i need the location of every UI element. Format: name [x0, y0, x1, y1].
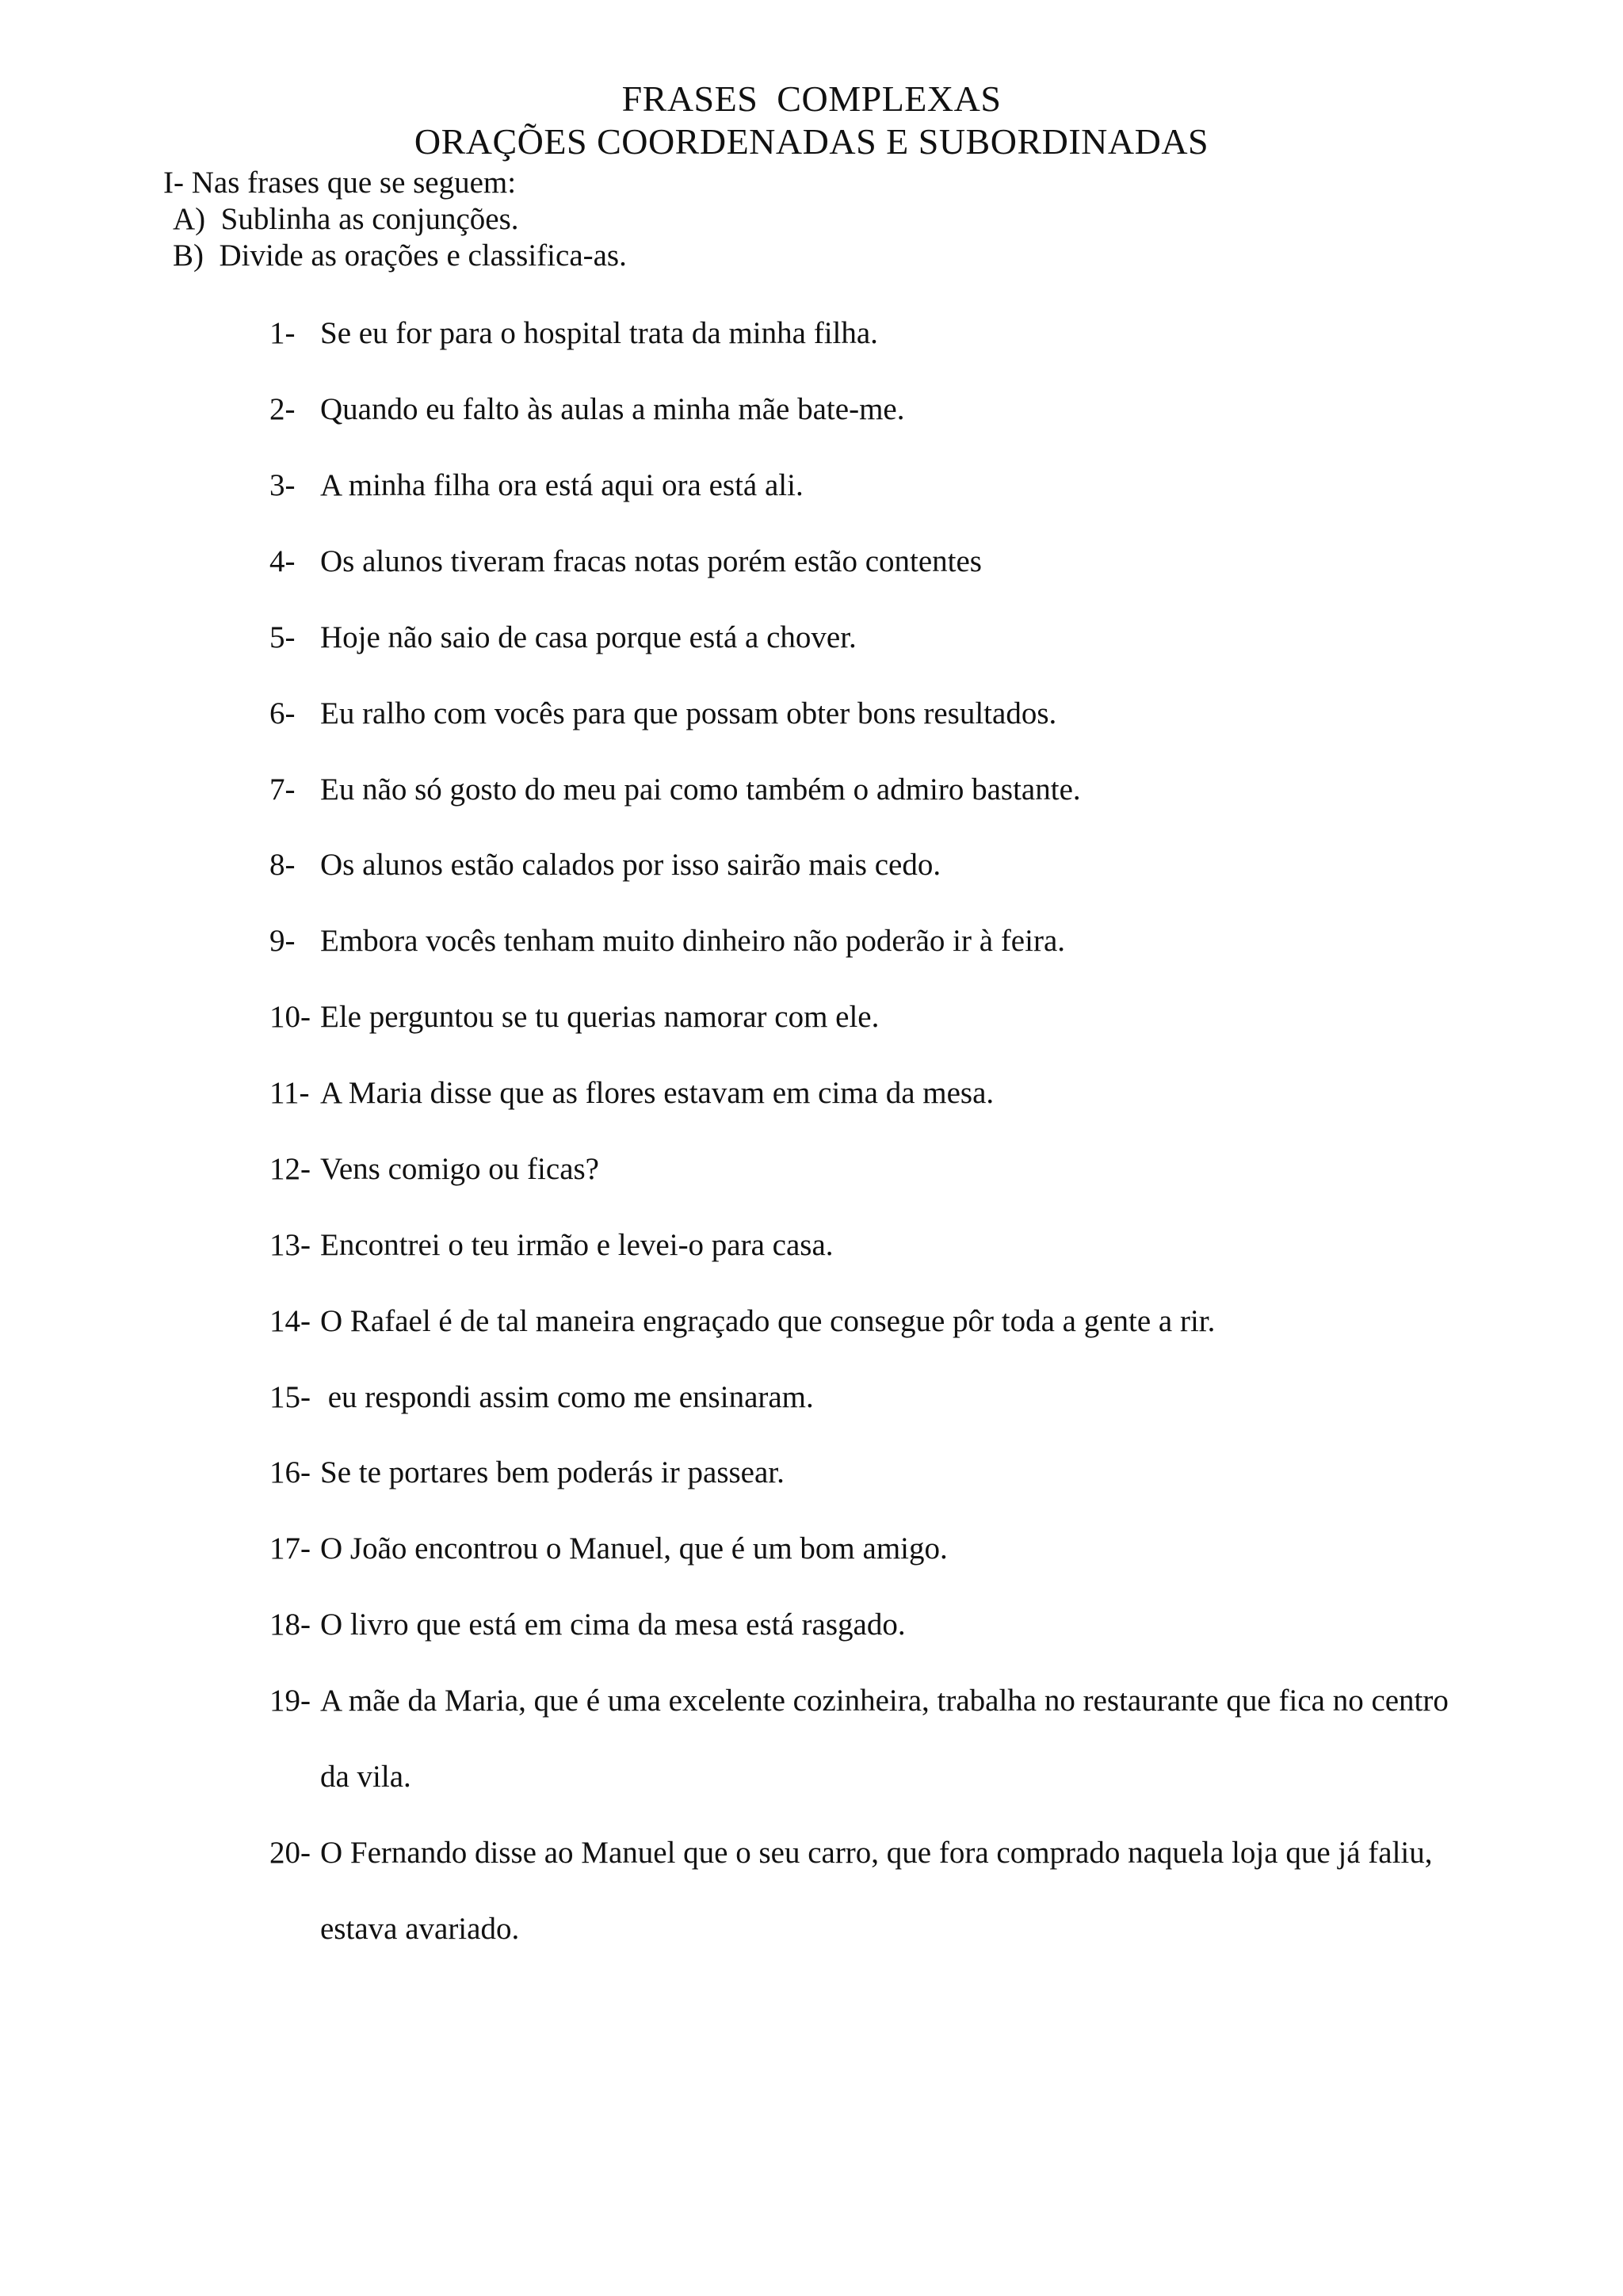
instruction-a: A) Sublinha as conjunções. [173, 202, 519, 236]
item-text: Se te portares bem poderás ir passear. [320, 1455, 785, 1489]
exercise-item-19 [269, 1683, 1449, 1719]
item-text: A mãe da Maria, que é uma excelente cozinheira, trabalha no restaurante que fica no centro [320, 1684, 1449, 1718]
item-text: Hoje não saio de casa porque está a chover. [320, 620, 857, 654]
item-number: 1- [269, 316, 296, 350]
item-number: 18- [269, 1608, 311, 1642]
item-number: 10- [269, 1000, 311, 1034]
exercise-item-5 [269, 620, 857, 656]
item-number: 6- [269, 696, 296, 730]
exercise-item-10 [269, 999, 879, 1035]
title-line-2: ORAÇÕES COORDENADAS E SUBORDINADAS [414, 121, 1209, 162]
item-number: 5- [269, 620, 296, 654]
exercise-item-1 [269, 315, 878, 352]
instruction-b: B) Divide as orações e classifica-as. [173, 238, 627, 273]
item-number: 20- [269, 1836, 311, 1870]
item-text: O livro que está em cima da mesa está rasgado. [320, 1608, 906, 1642]
item-number: 4- [269, 544, 296, 578]
item-text: Ele perguntou se tu querias namorar com ele. [320, 1000, 880, 1034]
item-text: O Rafael é de tal maneira engraçado que consegue pôr toda a gente a rir. [320, 1304, 1216, 1338]
item-text: Quando eu falto às aulas a minha mãe bate-me. [320, 392, 905, 426]
item-text: Encontrei o teu irmão e levei-o para casa. [320, 1228, 834, 1262]
item-number: 3- [269, 468, 296, 502]
exercise-item-15 [269, 1379, 814, 1416]
exercise-item-20 [269, 1835, 1433, 1871]
item-text: Os alunos estão calados por isso sairão mais cedo. [320, 848, 941, 882]
item-text: A Maria disse que as flores estavam em cima da mesa. [320, 1076, 995, 1110]
item-text: Os alunos tiveram fracas notas porém estão contentes [320, 544, 982, 578]
exercise-item-17 [269, 1531, 948, 1567]
item-text: O João encontrou o Manuel, que é um bom amigo. [320, 1531, 948, 1566]
item-number: 2- [269, 392, 296, 426]
exercise-item-9 [269, 923, 1065, 959]
item-text: Eu não só gosto do meu pai como também o admiro bastante. [320, 772, 1081, 807]
item-number: 15- [269, 1380, 311, 1414]
item-text: Eu ralho com vocês para que possam obter bons resultados. [320, 696, 1057, 730]
item-text: Embora vocês tenham muito dinheiro não poderão ir à feira. [320, 924, 1065, 958]
item-number: 12- [269, 1152, 311, 1186]
item-number: 9- [269, 924, 296, 958]
item-number: 19- [269, 1684, 311, 1718]
exercise-item-19-continuation: da vila. [320, 1760, 411, 1794]
exercise-item-3 [269, 467, 804, 504]
item-number: 14- [269, 1304, 311, 1338]
exercise-item-12 [269, 1151, 599, 1188]
exercise-item-14 [269, 1303, 1215, 1340]
item-text: Se eu for para o hospital trata da minha filha. [320, 316, 878, 350]
item-text: Vens comigo ou ficas? [320, 1152, 599, 1186]
item-text: A minha filha ora está aqui ora está ali. [320, 468, 804, 502]
exercise-item-7 [269, 772, 1081, 808]
item-number: 7- [269, 772, 296, 807]
exercise-item-6 [269, 696, 1056, 732]
title-line-1: FRASES COMPLEXAS [621, 78, 1002, 119]
exercise-item-8 [269, 847, 941, 883]
item-number: 17- [269, 1531, 311, 1566]
item-number: 11- [269, 1076, 310, 1110]
item-number: 13- [269, 1228, 311, 1262]
exercise-item-2 [269, 391, 904, 428]
exercise-item-4 [269, 543, 982, 580]
exercise-item-20-continuation: estava avariado. [320, 1912, 520, 1946]
exercise-item-16 [269, 1455, 785, 1491]
item-text: eu respondi assim como me ensinaram. [320, 1380, 814, 1414]
exercise-item-11 [269, 1075, 994, 1112]
item-number: 8- [269, 848, 296, 882]
item-number: 16- [269, 1455, 311, 1489]
exercise-item-18 [269, 1607, 906, 1643]
item-text: O Fernando disse ao Manuel que o seu carro, que fora comprado naquela loja que já faliu, [320, 1836, 1433, 1870]
exercise-item-13 [269, 1227, 834, 1264]
instructions-intro: I- Nas frases que se seguem: [163, 166, 517, 200]
